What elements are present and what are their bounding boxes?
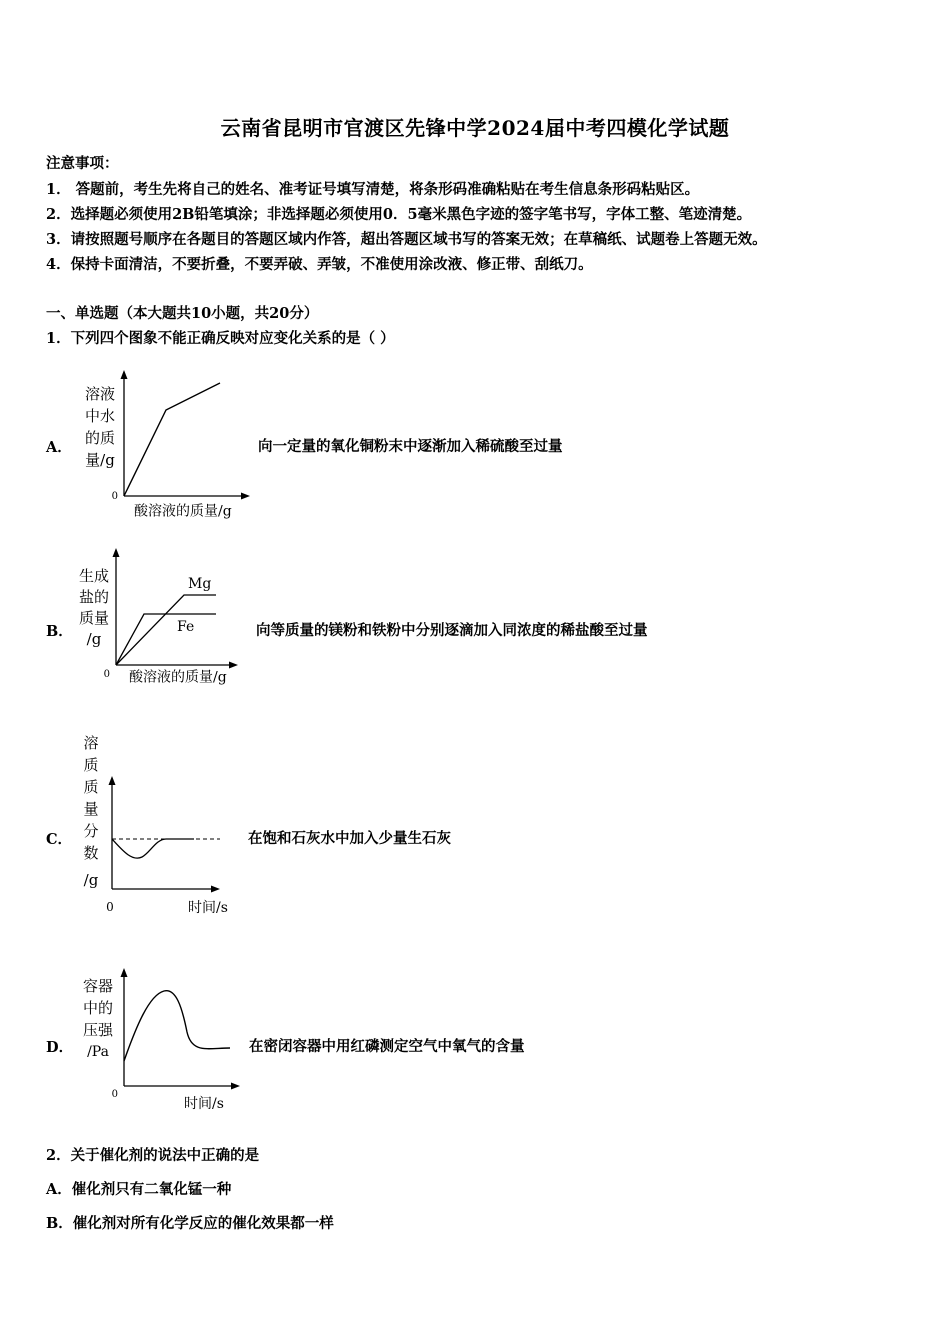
question-2-option-b: B．催化剂对所有化学反应的催化效果都一样 xyxy=(46,1215,334,1232)
graph-a-ylabel-4: 量/g xyxy=(85,451,115,469)
notice-item-1: 1． 答题前，考生先将自己的姓名、准考证号填写清楚，将条形码准确粘贴在考生信息条形码粘贴区。 xyxy=(46,181,700,198)
graph-a-ylabel-2: 中水 xyxy=(84,407,116,425)
option-c-label: C． xyxy=(46,831,73,848)
option-b-label: B． xyxy=(46,623,73,640)
graph-b-ylabel-2: 盐的 xyxy=(78,588,110,606)
graph-b-ylabel-4: /g xyxy=(86,630,102,648)
graph-c-origin: 0 xyxy=(106,900,114,914)
graph-a-ylabel-1: 溶液 xyxy=(84,385,116,403)
graph-d-x-arrow xyxy=(231,1083,240,1090)
graph-a-origin: 0 xyxy=(111,491,118,502)
graph-b-fe-line xyxy=(116,614,216,665)
graph-d-ylabel-1: 容器 xyxy=(82,977,114,995)
graph-c-ylabel-1: 溶 xyxy=(83,734,99,752)
graph-b-ylabel-3: 质量 xyxy=(78,609,110,627)
graph-d-ylabel-4: /Pa xyxy=(87,1044,109,1060)
graph-b-mg-label: Mg xyxy=(188,576,212,592)
graph-b-ylabel-1: 生成 xyxy=(78,567,110,585)
question-2-option-a: A．催化剂只有二氧化锰一种 xyxy=(46,1181,232,1198)
notice-item-3: 3．请按照题号顺序在各题目的答题区域内作答，超出答题区域书写的答案无效；在草稿纸、试题卷上答题无效。 xyxy=(46,231,767,248)
graph-b-y-arrow xyxy=(113,548,120,557)
graph-d-curve xyxy=(124,991,230,1061)
graph-d-origin: 0 xyxy=(111,1089,118,1100)
graph-b-mg-line xyxy=(116,595,216,665)
graph-b-fe-label: Fe xyxy=(177,619,195,635)
graph-c-ylabel-7: /g xyxy=(83,871,99,889)
graph-d-xlabel: 时间/s xyxy=(184,1096,224,1112)
graph-c-x-arrow xyxy=(211,886,220,893)
graph-b xyxy=(74,545,264,695)
graph-c-xlabel: 时间/s xyxy=(188,900,228,916)
graph-c-ylabel-3: 质 xyxy=(83,778,99,796)
graph-a-x-arrow xyxy=(241,493,250,500)
graph-b-x-arrow xyxy=(229,662,238,669)
graph-a-y-arrow xyxy=(121,370,128,379)
option-a-desc: 向一定量的氧化铜粉末中逐渐加入稀硫酸至过量 xyxy=(258,438,563,455)
graph-b-xlabel: 酸溶液的质量/g xyxy=(129,669,227,686)
option-b-desc: 向等质量的镁粉和铁粉中分别逐滴加入同浓度的稀盐酸至过量 xyxy=(256,622,648,639)
section-heading: 一、单选题（本大题共10小题，共20分） xyxy=(46,305,319,322)
page-title: 云南省昆明市官渡区先锋中学2024届中考四模化学试题 xyxy=(220,116,730,140)
graph-c-ylabel-2: 质 xyxy=(83,756,99,774)
graph-c-ylabel-6: 数 xyxy=(83,844,99,862)
graph-a xyxy=(74,368,264,520)
graph-c xyxy=(74,728,264,924)
graph-d-y-arrow xyxy=(121,968,128,977)
question-2-stem: 2．关于催化剂的说法中正确的是 xyxy=(46,1147,260,1164)
graph-c-ylabel-5: 分 xyxy=(83,822,99,840)
graph-d-ylabel-2: 中的 xyxy=(82,999,114,1017)
notice-item-4: 4．保持卡面清洁，不要折叠，不要弄破、弄皱，不准使用涂改液、修正带、刮纸刀。 xyxy=(46,256,593,273)
option-d-label: D． xyxy=(46,1039,74,1056)
graph-c-curve xyxy=(112,839,194,858)
option-a-label: A． xyxy=(46,439,72,456)
notice-item-2: 2．选择题必须使用2B铅笔填涂；非选择题必须使用0．5毫米黑色字迹的签字笔书写，字体工整、笔迹清楚。 xyxy=(46,206,752,223)
graph-c-ylabel-4: 量 xyxy=(83,800,99,818)
question-1-stem: 1．下列四个图象不能正确反映对应变化关系的是（ ） xyxy=(46,330,395,347)
graph-a-xlabel: 酸溶液的质量/g xyxy=(134,503,232,520)
graph-c-y-arrow xyxy=(109,776,116,785)
graph-a-curve xyxy=(124,383,220,496)
option-c-desc: 在饱和石灰水中加入少量生石灰 xyxy=(248,830,451,847)
graph-d xyxy=(74,962,264,1117)
option-d-desc: 在密闭容器中用红磷测定空气中氧气的含量 xyxy=(249,1038,525,1055)
graph-a-ylabel-3: 的质 xyxy=(84,429,116,447)
notice-heading: 注意事项： xyxy=(46,155,119,172)
graph-d-ylabel-3: 压强 xyxy=(82,1021,114,1039)
graph-b-origin: 0 xyxy=(103,669,110,680)
